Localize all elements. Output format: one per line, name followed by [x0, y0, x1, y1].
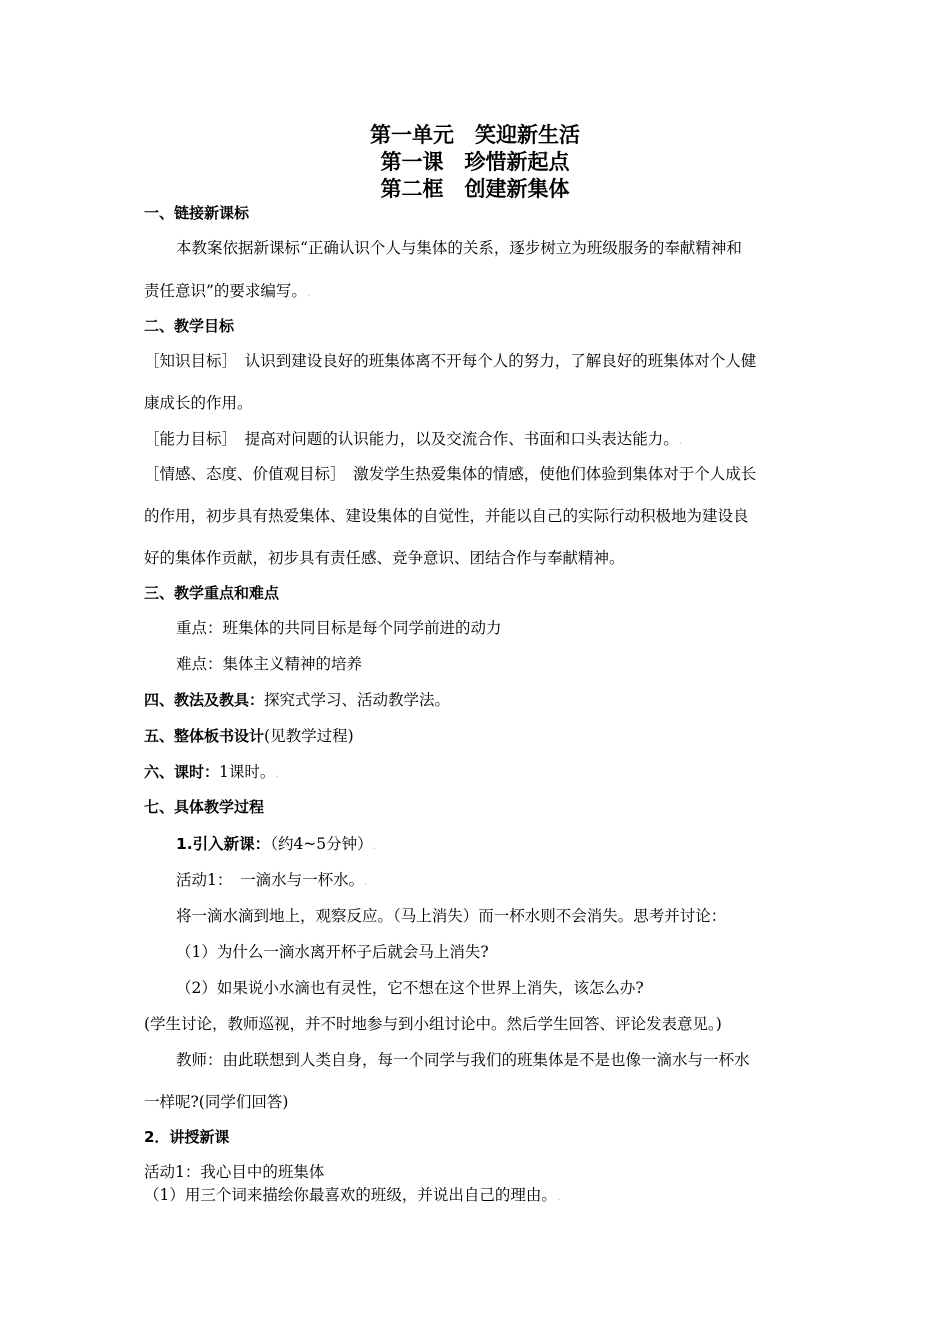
ability-goal: ［能力目标］ 提高对问题的认识能力，以及交流合作、书面和口头表达能力。.: [144, 430, 683, 448]
heading-curriculum-link: 一、链接新课标: [144, 204, 250, 222]
discussion-note: (学生讨论，教师巡视，并不时地参与到小组讨论中。然后学生回答、评论发表意见。): [144, 1015, 722, 1033]
teacher-remark-line-2: 一样呢?(同学们回答): [144, 1093, 289, 1111]
new-lesson-item-1: （1）用三个词来描绘你最喜欢的班级，并说出自己的理由。.: [144, 1186, 561, 1204]
heading-teaching-process: 七、具体教学过程: [144, 798, 265, 816]
new-lesson-activity-1: 活动1：我心目中的班集体: [144, 1163, 325, 1181]
emotion-goal-line-3: 好的集体作贡献，初步具有责任感、竞争意识、团结合作与奉献精神。: [144, 549, 625, 567]
lesson-title: 第一课 珍惜新起点: [380, 150, 570, 174]
question-2: （2）如果说小水滴也有灵性，它不想在这个世界上消失，该怎么办?: [176, 979, 644, 997]
teacher-remark-line-1: 教师：由此联想到人类自身，每一个同学与我们的班集体是不是也像一滴水与一杯水: [176, 1051, 750, 1069]
intro-line: 1.引入新课：（约4~5分钟）.: [176, 835, 377, 853]
activity-1-title: 活动1： 一滴水与一杯水。.: [176, 871, 368, 889]
key-point: 重点：班集体的共同目标是每个同学前进的动力: [176, 619, 502, 637]
question-1: （1）为什么一滴水离开杯子后就会马上消失?: [176, 943, 489, 961]
heading-new-lesson: 2．讲授新课: [144, 1128, 230, 1146]
heading-teaching-goals: 二、教学目标: [144, 317, 235, 335]
activity-1-description: 将一滴水滴到地上，观察反应。（马上消失）而一杯水则不会消失。思考并讨论：: [176, 907, 727, 925]
board-design-line: 五、整体板书设计(见教学过程): [144, 727, 354, 745]
emotion-goal-line-1: ［情感、态度、价值观目标］ 激发学生热爱集体的情感，使他们体验到集体对于个人成长: [144, 465, 757, 483]
heading-key-points: 三、教学重点和难点: [144, 584, 280, 602]
difficult-point: 难点：集体主义精神的培养: [176, 655, 363, 673]
curriculum-text-line-2: 责任意识”的要求编写。.: [144, 282, 311, 300]
unit-title: 第一单元 笑迎新生活: [370, 123, 580, 147]
class-hours-line: 六、课时：1课时。.: [144, 763, 279, 781]
methods-line: 四、教法及教具：探究式学习、活动教学法。: [144, 691, 451, 709]
knowledge-goal-line-1: ［知识目标］ 认识到建设良好的班集体离不开每个人的努力，了解良好的班集体对个人健: [144, 352, 757, 370]
knowledge-goal-line-2: 康成长的作用。: [144, 394, 253, 412]
section-title: 第二框 创建新集体: [380, 177, 570, 201]
emotion-goal-line-2: 的作用，初步具有热爱集体、建设集体的自觉性，并能以自己的实际行动积极地为建设良: [144, 507, 749, 525]
curriculum-text-line-1: 本教案依据新课标“正确认识个人与集体的关系，逐步树立为班级服务的奉献精神和: [176, 239, 742, 257]
